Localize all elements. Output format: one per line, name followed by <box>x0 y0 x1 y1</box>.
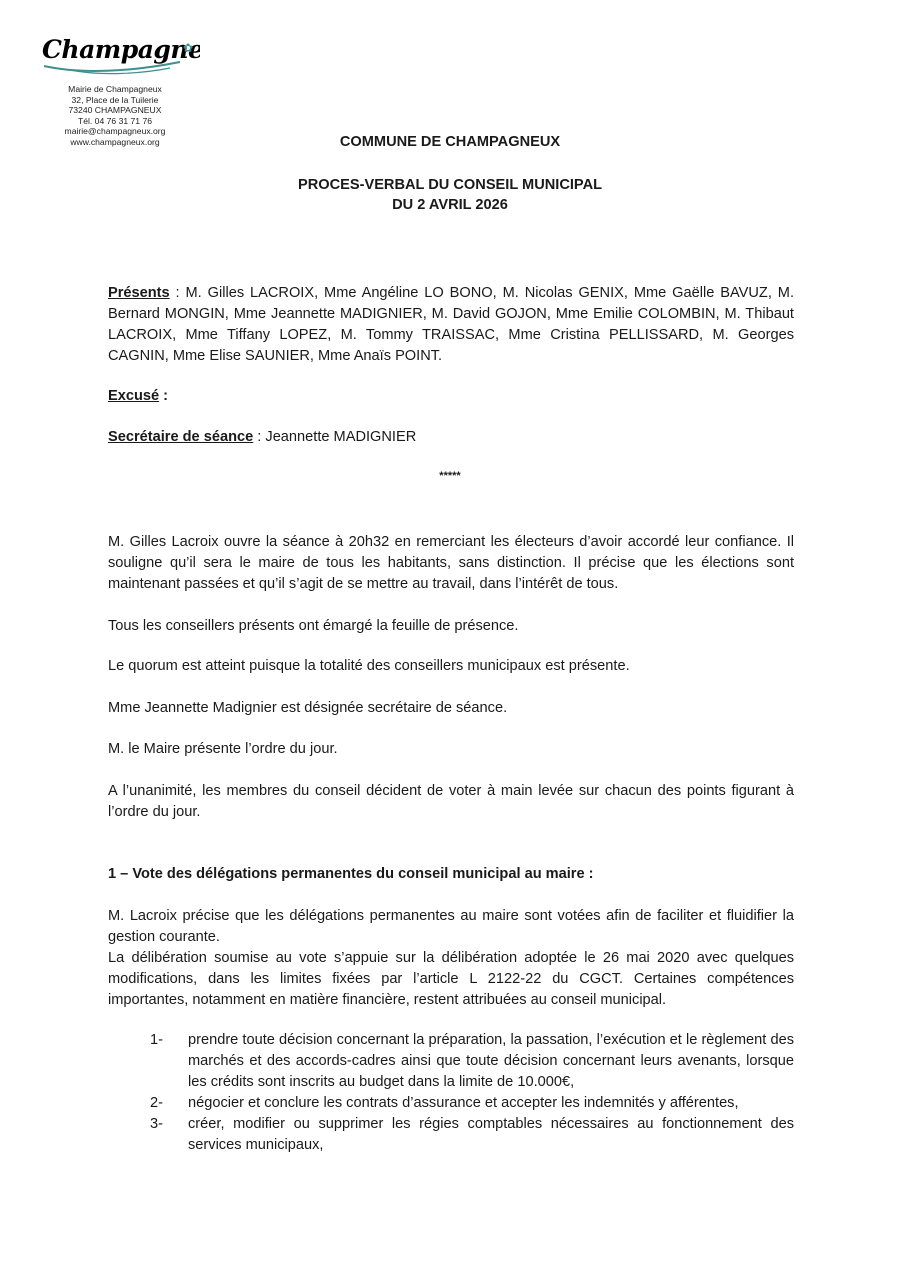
commune-title: COMMUNE DE CHAMPAGNEUX <box>339 134 561 150</box>
opening-paragraph: M. Gilles Lacroix ouvre la séance à 20h32 en remerciant les électeurs d’avoir accordé leur confiance. Il souligne qu’il sera le maire de tous les habitants, sans distinction. Il précise que les élections sont maintenant passées et qu’il s’agit de se mettre au travail, dans l’intérêt de tous. <box>108 534 794 592</box>
quorum-paragraph: Le quorum est atteint puisque la totalité des conseillers municipaux est présente. <box>108 658 630 674</box>
list-item-number: 2- <box>150 1095 163 1111</box>
agenda-paragraph: M. le Maire présente l’ordre du jour. <box>108 741 338 757</box>
address-line: 73240 CHAMPAGNEUX <box>68 105 162 116</box>
list-item-number: 1- <box>150 1032 163 1048</box>
list-item-text: prendre toute décision concernant la préparation, la passation, l’exécution et le règlement des marchés et des accords-cadres ainsi que toute décision concernant leurs avenants, lorsque les crédits sont inscrits au budget dans la limite de 10.000€, <box>188 1032 794 1090</box>
address-email: mairie@champagneux.org <box>64 126 166 137</box>
presence-paragraph: Tous les conseillers présents ont émargé la feuille de présence. <box>108 618 519 634</box>
list-item-number: 3- <box>150 1116 163 1132</box>
list-item <box>150 1114 794 1156</box>
presents-label: Présents <box>108 285 170 301</box>
section1-intro-line2: La délibération soumise au vote s’appuie sur la délibération adoptée le 26 mai 2020 avec quelques modifications, dans les limites fixées par l’article L 2122-22 du CGCT. Certaines compétences importantes, notamment en matière financière, restent attribuées au conseil municipal. <box>108 950 794 1008</box>
excuse-value: : <box>159 388 169 404</box>
separator: ***** <box>439 470 461 482</box>
excuse-paragraph <box>108 386 794 407</box>
list-item-text: négocier et conclure les contrats d’assurance et accepter les indemnités y afférentes, <box>188 1095 739 1111</box>
secretary-designation-paragraph: Mme Jeannette Madignier est désignée secrétaire de séance. <box>108 700 508 716</box>
list-item <box>150 1093 794 1114</box>
vote-method-paragraph: A l’unanimité, les membres du conseil décident de voter à main levée sur chacun des points figurant à l’ordre du jour. <box>108 783 794 820</box>
section1-intro-line1: M. Lacroix précise que les délégations permanentes au maire sont votées afin de faciliter et fluidifier la gestion courante. <box>108 908 794 945</box>
logo-mark <box>40 32 200 76</box>
pv-title-line1: PROCES-VERBAL DU CONSEIL MUNICIPAL <box>297 177 603 193</box>
section1-heading: 1 – Vote des délégations permanentes du conseil municipal au maire : <box>108 866 594 882</box>
secretaire-paragraph <box>108 427 794 448</box>
presents-list: : M. Gilles LACROIX, Mme Angéline LO BONO, M. Nicolas GENIX, Mme Gaëlle BAVUZ, M. Bernard MONGIN, Mme Jeannette MADIGNIER, M. David GOJON, Mme Emilie COLOMBIN, M. Thibaut LACROIX, Mme Tiffany LOPEZ, M. Tommy TRAISSAC, Mme Cristina PELLISSARD, M. Georges CAGNIN, Mme Elise SAUNIER, Mme Anaïs POINT. <box>108 285 794 364</box>
address-line: Mairie de Champagneux <box>68 84 162 94</box>
list-item-text: créer, modifier ou supprimer les régies comptables nécessaires au fonctionnement des services municipaux, <box>188 1116 794 1153</box>
address-line: 32, Place de la Tuilerie <box>71 94 159 105</box>
secretaire-label: Secrétaire de séance <box>108 429 254 445</box>
svg-text:✿: ✿ <box>183 41 194 55</box>
champagneux-logo <box>40 32 200 76</box>
delegations-list <box>150 1030 794 1156</box>
section1-intro <box>108 906 794 1011</box>
presents-paragraph <box>108 283 794 367</box>
excuse-label: Excusé <box>108 388 160 404</box>
logo-wordmark: Champagn <box>42 35 189 64</box>
address-line: Tél. 04 76 31 71 76 <box>77 115 153 126</box>
secretaire-value: : Jeannette MADIGNIER <box>253 429 417 445</box>
list-item <box>150 1030 794 1093</box>
pv-title-line2: DU 2 AVRIL 2026 <box>392 197 508 213</box>
address-website: www.champagneux.org <box>70 136 160 147</box>
